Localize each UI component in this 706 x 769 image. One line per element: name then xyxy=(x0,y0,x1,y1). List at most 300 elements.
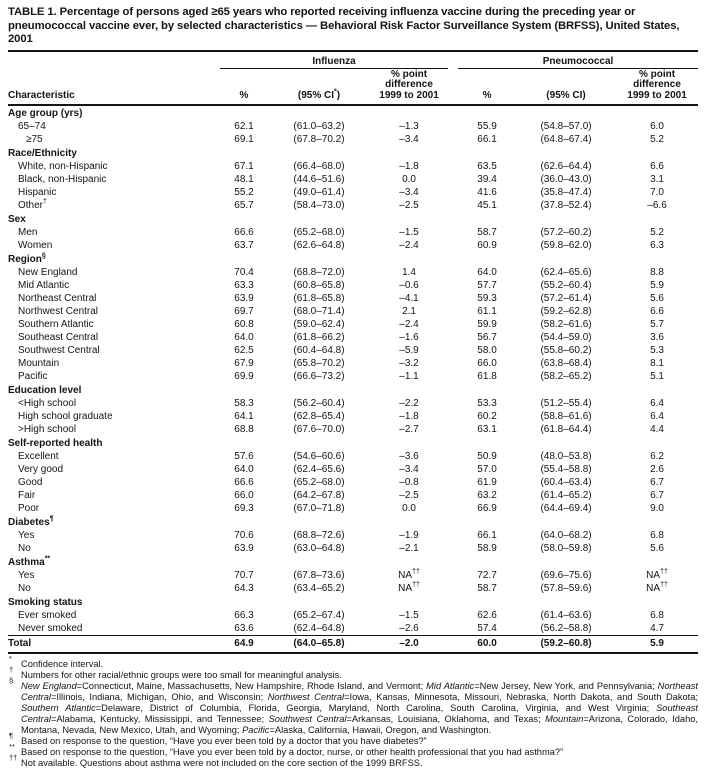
table-row xyxy=(8,489,698,502)
section-header-row xyxy=(8,555,698,569)
value-cell: (61.8–65.8) xyxy=(293,293,345,304)
characteristic-cell: Other† xyxy=(18,198,47,211)
total-label-cell: Total xyxy=(8,636,220,654)
column-gap xyxy=(448,489,458,502)
value-cell: 6.6 xyxy=(650,306,664,317)
value-cell: NA†† xyxy=(398,568,420,581)
value-cell: 39.4 xyxy=(477,174,497,185)
characteristic-cell: Poor xyxy=(18,503,40,514)
value-cell: (63.8–68.4) xyxy=(540,358,592,369)
value-cell: –3.4 xyxy=(399,464,419,475)
column-gap xyxy=(448,476,458,489)
value-cell: 62.1 xyxy=(234,121,254,132)
value-cell: (56.2–60.4) xyxy=(293,398,345,409)
value-cell: 59.9 xyxy=(477,319,497,330)
value-cell: 5.3 xyxy=(650,345,664,356)
characteristic-cell: High school graduate xyxy=(18,411,113,422)
value-cell: (67.8–70.2) xyxy=(293,134,345,145)
value-cell: (59.2–60.8) xyxy=(516,636,616,654)
value-cell: (66.4–68.0) xyxy=(293,161,345,172)
value-cell: 5.2 xyxy=(650,134,664,145)
section-header: Sex xyxy=(8,214,26,225)
value-cell: (59.8–62.0) xyxy=(540,240,592,251)
section-header-row xyxy=(8,383,698,397)
pneumococcal-diff-header: % point difference 1999 to 2001 xyxy=(616,68,698,105)
value-cell: 55.2 xyxy=(234,187,254,198)
value-cell: (60.4–63.4) xyxy=(540,477,592,488)
value-cell: 55.9 xyxy=(477,121,497,132)
value-cell: (63.4–65.2) xyxy=(293,583,345,594)
value-cell: 45.1 xyxy=(477,200,497,211)
value-cell: 60.8 xyxy=(234,319,254,330)
column-gap xyxy=(448,397,458,410)
value-cell: 5.6 xyxy=(650,293,664,304)
value-cell: (67.6–70.0) xyxy=(293,424,345,435)
column-gap xyxy=(448,160,458,173)
value-cell: (62.8–65.4) xyxy=(293,411,345,422)
value-cell: (51.2–55.4) xyxy=(540,398,592,409)
column-gap xyxy=(448,542,458,555)
value-cell: (55.4–58.8) xyxy=(540,464,592,475)
column-gap xyxy=(448,357,458,370)
table-row xyxy=(8,463,698,476)
value-cell: 4.4 xyxy=(650,424,664,435)
characteristic-cell: New England xyxy=(18,267,78,278)
influenza-percent-header: % xyxy=(220,68,268,105)
value-cell: (36.0–43.0) xyxy=(540,174,592,185)
influenza-group-header: Influenza xyxy=(220,53,448,69)
value-cell: 57.6 xyxy=(234,451,254,462)
value-cell: 56.7 xyxy=(477,332,497,343)
table-row xyxy=(8,292,698,305)
column-gap xyxy=(448,344,458,357)
column-header-row xyxy=(8,68,698,105)
characteristic-cell: Black, non-Hispanic xyxy=(18,174,107,185)
table-row xyxy=(8,133,698,146)
table-row xyxy=(8,173,698,186)
value-cell: 6.4 xyxy=(650,398,664,409)
value-cell: (58.2–61.6) xyxy=(540,319,592,330)
value-cell: (59.0–62.4) xyxy=(293,319,345,330)
title-rule xyxy=(8,50,698,52)
value-cell: (59.2–62.8) xyxy=(540,306,592,317)
value-cell: 48.1 xyxy=(234,174,254,185)
value-cell: 41.6 xyxy=(477,187,497,198)
footnote: § New England=Connecticut, Maine, Massachusetts, New Hampshire, Rhode Island, and Vermont; Mid Atlantic=New Jersey, New York, and Pennsylvania; Northeast Central=Illinois, Indiana, Michigan, Ohio, and Wisconsin; Northwest Central=Iowa, Kansas, Minnesota, Missouri, Nebraska, North Dakota, and South Dakota; Southern Atlantic=Delaware, District of Columbia, Florida, Georgia, Maryland, North Carolina, South Carolina, Virginia, and West Virginia; Southeast Central=Alabama, Kentucky, Mississippi, and Tennessee; Southwest Central=Arkansas, Louisiana, Oklahoma, and Texas; Mountain=Arizona, Colorado, Idaho, Montana, Nevada, New Mexico, Utah, and Wyoming; Pacific=Alaska, California, Hawaii, Oregon, and Washington. xyxy=(9,676,699,735)
column-gap xyxy=(448,292,458,305)
value-cell: 8.1 xyxy=(650,358,664,369)
characteristic-cell: <High school xyxy=(18,398,77,409)
value-cell: 63.2 xyxy=(477,490,497,501)
characteristic-cell: Excellent xyxy=(18,451,59,462)
value-cell: 69.1 xyxy=(234,134,254,145)
characteristic-cell: Hispanic xyxy=(18,187,57,198)
section-header-row xyxy=(8,105,698,120)
value-cell: 63.1 xyxy=(477,424,497,435)
table-row xyxy=(8,266,698,279)
value-cell: –4.1 xyxy=(399,293,419,304)
value-cell: NA†† xyxy=(398,581,420,594)
table-row xyxy=(8,305,698,318)
value-cell: (57.2–60.2) xyxy=(540,227,592,238)
value-cell: (56.2–58.8) xyxy=(540,623,592,634)
value-cell: (62.6–64.4) xyxy=(540,161,592,172)
characteristic-cell: Very good xyxy=(18,464,64,475)
value-cell: (61.4–65.2) xyxy=(540,490,592,501)
value-cell: –1.9 xyxy=(399,530,419,541)
table-row xyxy=(8,357,698,370)
value-cell: –1.5 xyxy=(399,610,419,621)
characteristic-cell: White, non-Hispanic xyxy=(18,161,108,172)
table-row xyxy=(8,370,698,383)
value-cell: (62.4–65.6) xyxy=(293,464,345,475)
table-row xyxy=(8,569,698,582)
table-row xyxy=(8,239,698,252)
table-title: TABLE 1. Percentage of persons aged ≥65 years who reported receiving influenza vaccine during the preceding year or pneumococcal vaccine ever, by selected characteristics — Behavioral Risk Factor Surveillance System (BRFSS), United States, 2001 xyxy=(8,6,680,45)
column-gap xyxy=(448,410,458,423)
table-row xyxy=(8,529,698,542)
column-gap xyxy=(448,318,458,331)
value-cell: 64.0 xyxy=(234,332,254,343)
footnote: †† Not available. Questions about asthma were not included on the core section of the 1999 BRFSS. xyxy=(9,753,423,768)
table-row xyxy=(8,160,698,173)
table-row xyxy=(8,423,698,436)
value-cell: (60.8–65.8) xyxy=(293,280,345,291)
value-cell: 58.3 xyxy=(234,398,254,409)
characteristic-cell: Mountain xyxy=(18,358,60,369)
value-cell: 6.4 xyxy=(650,411,664,422)
table-row xyxy=(8,318,698,331)
table-row xyxy=(8,476,698,489)
value-cell: 58.7 xyxy=(477,227,497,238)
value-cell: 2.6 xyxy=(650,464,664,475)
characteristic-cell: No xyxy=(18,543,31,554)
value-cell: (44.6–51.6) xyxy=(293,174,345,185)
value-cell: (54.4–59.0) xyxy=(540,332,592,343)
value-cell: 57.0 xyxy=(477,464,497,475)
value-cell: (55.2–60.4) xyxy=(540,280,592,291)
value-cell: 57.4 xyxy=(477,623,497,634)
column-gap xyxy=(448,609,458,622)
value-cell: 58.7 xyxy=(477,583,497,594)
column-gap xyxy=(448,279,458,292)
value-cell: (61.8–64.4) xyxy=(540,424,592,435)
characteristic-cell: 65–74 xyxy=(18,121,46,132)
footnote: ¶ Based on response to the question, “Have you ever been told by a doctor that you have diabetes?” xyxy=(9,731,427,746)
value-cell: 63.9 xyxy=(234,293,254,304)
value-cell: 7.0 xyxy=(650,187,664,198)
pneumococcal-ci-header: (95% CI) xyxy=(516,68,616,105)
value-cell: 58.0 xyxy=(477,345,497,356)
section-header-row xyxy=(8,515,698,529)
column-gap xyxy=(448,370,458,383)
value-cell: (62.6–64.8) xyxy=(293,240,345,251)
influenza-diff-header: % point difference 1999 to 2001 xyxy=(370,68,448,105)
value-cell: –1.1 xyxy=(399,371,419,382)
value-cell: 6.0 xyxy=(650,121,664,132)
value-cell: 64.3 xyxy=(234,583,254,594)
value-cell: (65.2–68.0) xyxy=(293,477,345,488)
value-cell: 70.4 xyxy=(234,267,254,278)
value-cell: –0.8 xyxy=(399,477,419,488)
characteristic-cell: No xyxy=(18,583,31,594)
value-cell: 1.4 xyxy=(402,267,416,278)
table-row xyxy=(8,120,698,133)
value-cell: –3.6 xyxy=(399,451,419,462)
characteristic-cell: Women xyxy=(18,240,53,251)
section-header-row xyxy=(8,212,698,226)
value-cell: (57.2–61.4) xyxy=(540,293,592,304)
value-cell: 5.2 xyxy=(650,227,664,238)
table-row xyxy=(8,582,698,595)
value-cell: 64.0 xyxy=(477,267,497,278)
value-cell: (67.8–73.6) xyxy=(293,570,345,581)
value-cell: 67.1 xyxy=(234,161,254,172)
characteristic-cell: Yes xyxy=(18,530,35,541)
value-cell: (61.8–66.2) xyxy=(293,332,345,343)
column-gap xyxy=(448,529,458,542)
table-row xyxy=(8,344,698,357)
value-cell: –2.6 xyxy=(399,623,419,634)
value-cell: (64.0–65.8) xyxy=(268,636,370,654)
group-header-row xyxy=(8,53,698,69)
value-cell: 62.6 xyxy=(477,610,497,621)
value-cell: (58.4–73.0) xyxy=(293,200,345,211)
value-cell: (65.2–67.4) xyxy=(293,610,345,621)
characteristic-cell: Southeast Central xyxy=(18,332,99,343)
value-cell: –1.6 xyxy=(399,332,419,343)
value-cell: 68.8 xyxy=(234,424,254,435)
value-cell: –2.2 xyxy=(399,398,419,409)
value-cell: –0.6 xyxy=(399,280,419,291)
value-cell: (54.6–60.6) xyxy=(293,451,345,462)
value-cell: 64.9 xyxy=(220,636,268,654)
characteristic-cell: ≥75 xyxy=(26,134,43,145)
column-gap xyxy=(448,120,458,133)
characteristic-cell: Men xyxy=(18,227,38,238)
pneumococcal-percent-header: % xyxy=(458,68,516,105)
value-cell: –1.3 xyxy=(399,121,419,132)
column-gap xyxy=(448,463,458,476)
value-cell: –2.0 xyxy=(370,636,448,654)
value-cell: –1.8 xyxy=(399,161,419,172)
column-gap xyxy=(448,133,458,146)
section-header: Age group (yrs) xyxy=(8,108,83,119)
value-cell: (65.8–70.2) xyxy=(293,358,345,369)
value-cell: (58.0–59.8) xyxy=(540,543,592,554)
value-cell: 5.1 xyxy=(650,371,664,382)
value-cell: 63.3 xyxy=(234,280,254,291)
value-cell: 62.5 xyxy=(234,345,254,356)
value-cell: 5.7 xyxy=(650,319,664,330)
column-gap xyxy=(448,199,458,212)
characteristic-cell: Southern Atlantic xyxy=(18,319,94,330)
value-cell: (65.2–68.0) xyxy=(293,227,345,238)
value-cell: (62.4–65.6) xyxy=(540,267,592,278)
value-cell: 5.9 xyxy=(650,280,664,291)
value-cell: –2.4 xyxy=(399,240,419,251)
value-cell: 63.6 xyxy=(234,623,254,634)
value-cell: (54.8–57.0) xyxy=(540,121,592,132)
value-cell: 64.0 xyxy=(234,464,254,475)
value-cell: (68.0–71.4) xyxy=(293,306,345,317)
column-gap xyxy=(448,186,458,199)
value-cell: (57.8–59.6) xyxy=(540,583,592,594)
column-gap xyxy=(448,331,458,344)
value-cell: 63.7 xyxy=(234,240,254,251)
value-cell: –2.4 xyxy=(399,319,419,330)
value-cell: –3.4 xyxy=(399,134,419,145)
value-cell: –6.6 xyxy=(647,200,667,211)
value-cell: –3.4 xyxy=(399,187,419,198)
value-cell: 3.6 xyxy=(650,332,664,343)
value-cell: NA†† xyxy=(646,568,668,581)
column-gap xyxy=(448,173,458,186)
section-header: Race/Ethnicity xyxy=(8,148,77,159)
column-gap xyxy=(448,423,458,436)
total-row xyxy=(8,636,698,654)
value-cell: 9.0 xyxy=(650,503,664,514)
section-header-row xyxy=(8,436,698,450)
value-cell: 63.9 xyxy=(234,543,254,554)
value-cell: 60.9 xyxy=(477,240,497,251)
value-cell: (64.8–67.4) xyxy=(540,134,592,145)
value-cell: 69.7 xyxy=(234,306,254,317)
pneumococcal-group-header: Pneumococcal xyxy=(458,53,698,69)
value-cell: 66.1 xyxy=(477,134,497,145)
characteristic-cell: Good xyxy=(18,477,43,488)
value-cell: 6.2 xyxy=(650,451,664,462)
characteristic-cell: Northwest Central xyxy=(18,306,99,317)
value-cell: (64.2–67.8) xyxy=(293,490,345,501)
table-row xyxy=(8,502,698,515)
section-header: Asthma** xyxy=(8,555,51,568)
value-cell: (68.8–72.0) xyxy=(293,267,345,278)
value-cell: –5.9 xyxy=(399,345,419,356)
characteristic-cell: Ever smoked xyxy=(18,610,77,621)
value-cell: 58.9 xyxy=(477,543,497,554)
value-cell: (58.8–61.6) xyxy=(540,411,592,422)
section-header: Region§ xyxy=(8,252,46,265)
value-cell: 6.6 xyxy=(650,161,664,172)
value-cell: 70.6 xyxy=(234,530,254,541)
value-cell: 66.0 xyxy=(477,358,497,369)
table-row xyxy=(8,397,698,410)
column-gap xyxy=(448,502,458,515)
value-cell: 66.6 xyxy=(234,227,254,238)
table-row xyxy=(8,450,698,463)
value-cell: 0.0 xyxy=(402,174,416,185)
section-header: Self-reported health xyxy=(8,438,103,449)
value-cell: 64.1 xyxy=(234,411,254,422)
value-cell: 59.3 xyxy=(477,293,497,304)
table-row xyxy=(8,226,698,239)
value-cell: (66.6–73.2) xyxy=(293,371,345,382)
value-cell: –2.5 xyxy=(399,490,419,501)
value-cell: –2.1 xyxy=(399,543,419,554)
value-cell: (64.4–69.4) xyxy=(540,503,592,514)
value-cell: (48.0–53.8) xyxy=(540,451,592,462)
column-gap xyxy=(448,636,458,654)
value-cell: 69.3 xyxy=(234,503,254,514)
value-cell: 8.8 xyxy=(650,267,664,278)
characteristic-cell: >High school xyxy=(18,424,77,435)
value-cell: –1.8 xyxy=(399,411,419,422)
value-cell: (67.0–71.8) xyxy=(293,503,345,514)
value-cell: 0.0 xyxy=(402,503,416,514)
section-header-row xyxy=(8,595,698,609)
value-cell: (68.8–72.6) xyxy=(293,530,345,541)
column-gap xyxy=(448,582,458,595)
vaccination-table xyxy=(8,53,698,655)
value-cell: 53.3 xyxy=(477,398,497,409)
characteristic-cell: Northeast Central xyxy=(18,293,97,304)
footnotes-block xyxy=(8,654,699,769)
value-cell: 3.1 xyxy=(650,174,664,185)
characteristic-cell: Southwest Central xyxy=(18,345,100,356)
value-cell: 66.1 xyxy=(477,530,497,541)
value-cell: 63.5 xyxy=(477,161,497,172)
table-row xyxy=(8,410,698,423)
value-cell: 2.1 xyxy=(402,306,416,317)
empty-corner-cell xyxy=(8,53,220,69)
value-cell: 57.7 xyxy=(477,280,497,291)
column-gap xyxy=(448,266,458,279)
influenza-ci-header: (95% CI*) xyxy=(268,68,370,105)
value-cell: 61.8 xyxy=(477,371,497,382)
value-cell: (61.4–63.6) xyxy=(540,610,592,621)
value-cell: 5.9 xyxy=(616,636,698,654)
section-header: Smoking status xyxy=(8,597,83,608)
value-cell: (58.2–65.2) xyxy=(540,371,592,382)
value-cell: (37.8–52.4) xyxy=(540,200,592,211)
footnote: † Numbers for other racial/ethnic groups were too small for meaningful analysis. xyxy=(9,665,342,680)
footnote: * Confidence interval. xyxy=(9,654,104,669)
column-gap xyxy=(448,68,458,105)
column-gap xyxy=(448,53,458,69)
value-cell: 65.7 xyxy=(234,200,254,211)
value-cell: –2.5 xyxy=(399,200,419,211)
value-cell: 6.7 xyxy=(650,490,664,501)
section-header-row xyxy=(8,252,698,266)
value-cell: (69.6–75.6) xyxy=(540,570,592,581)
value-cell: 66.0 xyxy=(234,490,254,501)
value-cell: (64.0–68.2) xyxy=(540,530,592,541)
section-header: Education level xyxy=(8,385,82,396)
value-cell: (63.0–64.8) xyxy=(293,543,345,554)
value-cell: 69.9 xyxy=(234,371,254,382)
value-cell: 66.6 xyxy=(234,477,254,488)
value-cell: (49.0–61.4) xyxy=(293,187,345,198)
value-cell: 60.0 xyxy=(458,636,516,654)
column-gap xyxy=(448,569,458,582)
value-cell: 6.3 xyxy=(650,240,664,251)
value-cell: (55.8–60.2) xyxy=(540,345,592,356)
column-gap xyxy=(448,305,458,318)
value-cell: –2.7 xyxy=(399,424,419,435)
value-cell: –1.5 xyxy=(399,227,419,238)
value-cell: 61.1 xyxy=(477,306,497,317)
value-cell: –3.2 xyxy=(399,358,419,369)
value-cell: 70.7 xyxy=(234,570,254,581)
value-cell: 61.9 xyxy=(477,477,497,488)
characteristic-cell: Fair xyxy=(18,490,36,501)
footnote: ** Based on response to the question, “Have you ever been told by a doctor, nurse, or other health professional that you had asthma?” xyxy=(9,742,564,757)
table-row xyxy=(8,186,698,199)
table-row xyxy=(8,331,698,344)
value-cell: 6.8 xyxy=(650,610,664,621)
column-gap xyxy=(448,622,458,636)
